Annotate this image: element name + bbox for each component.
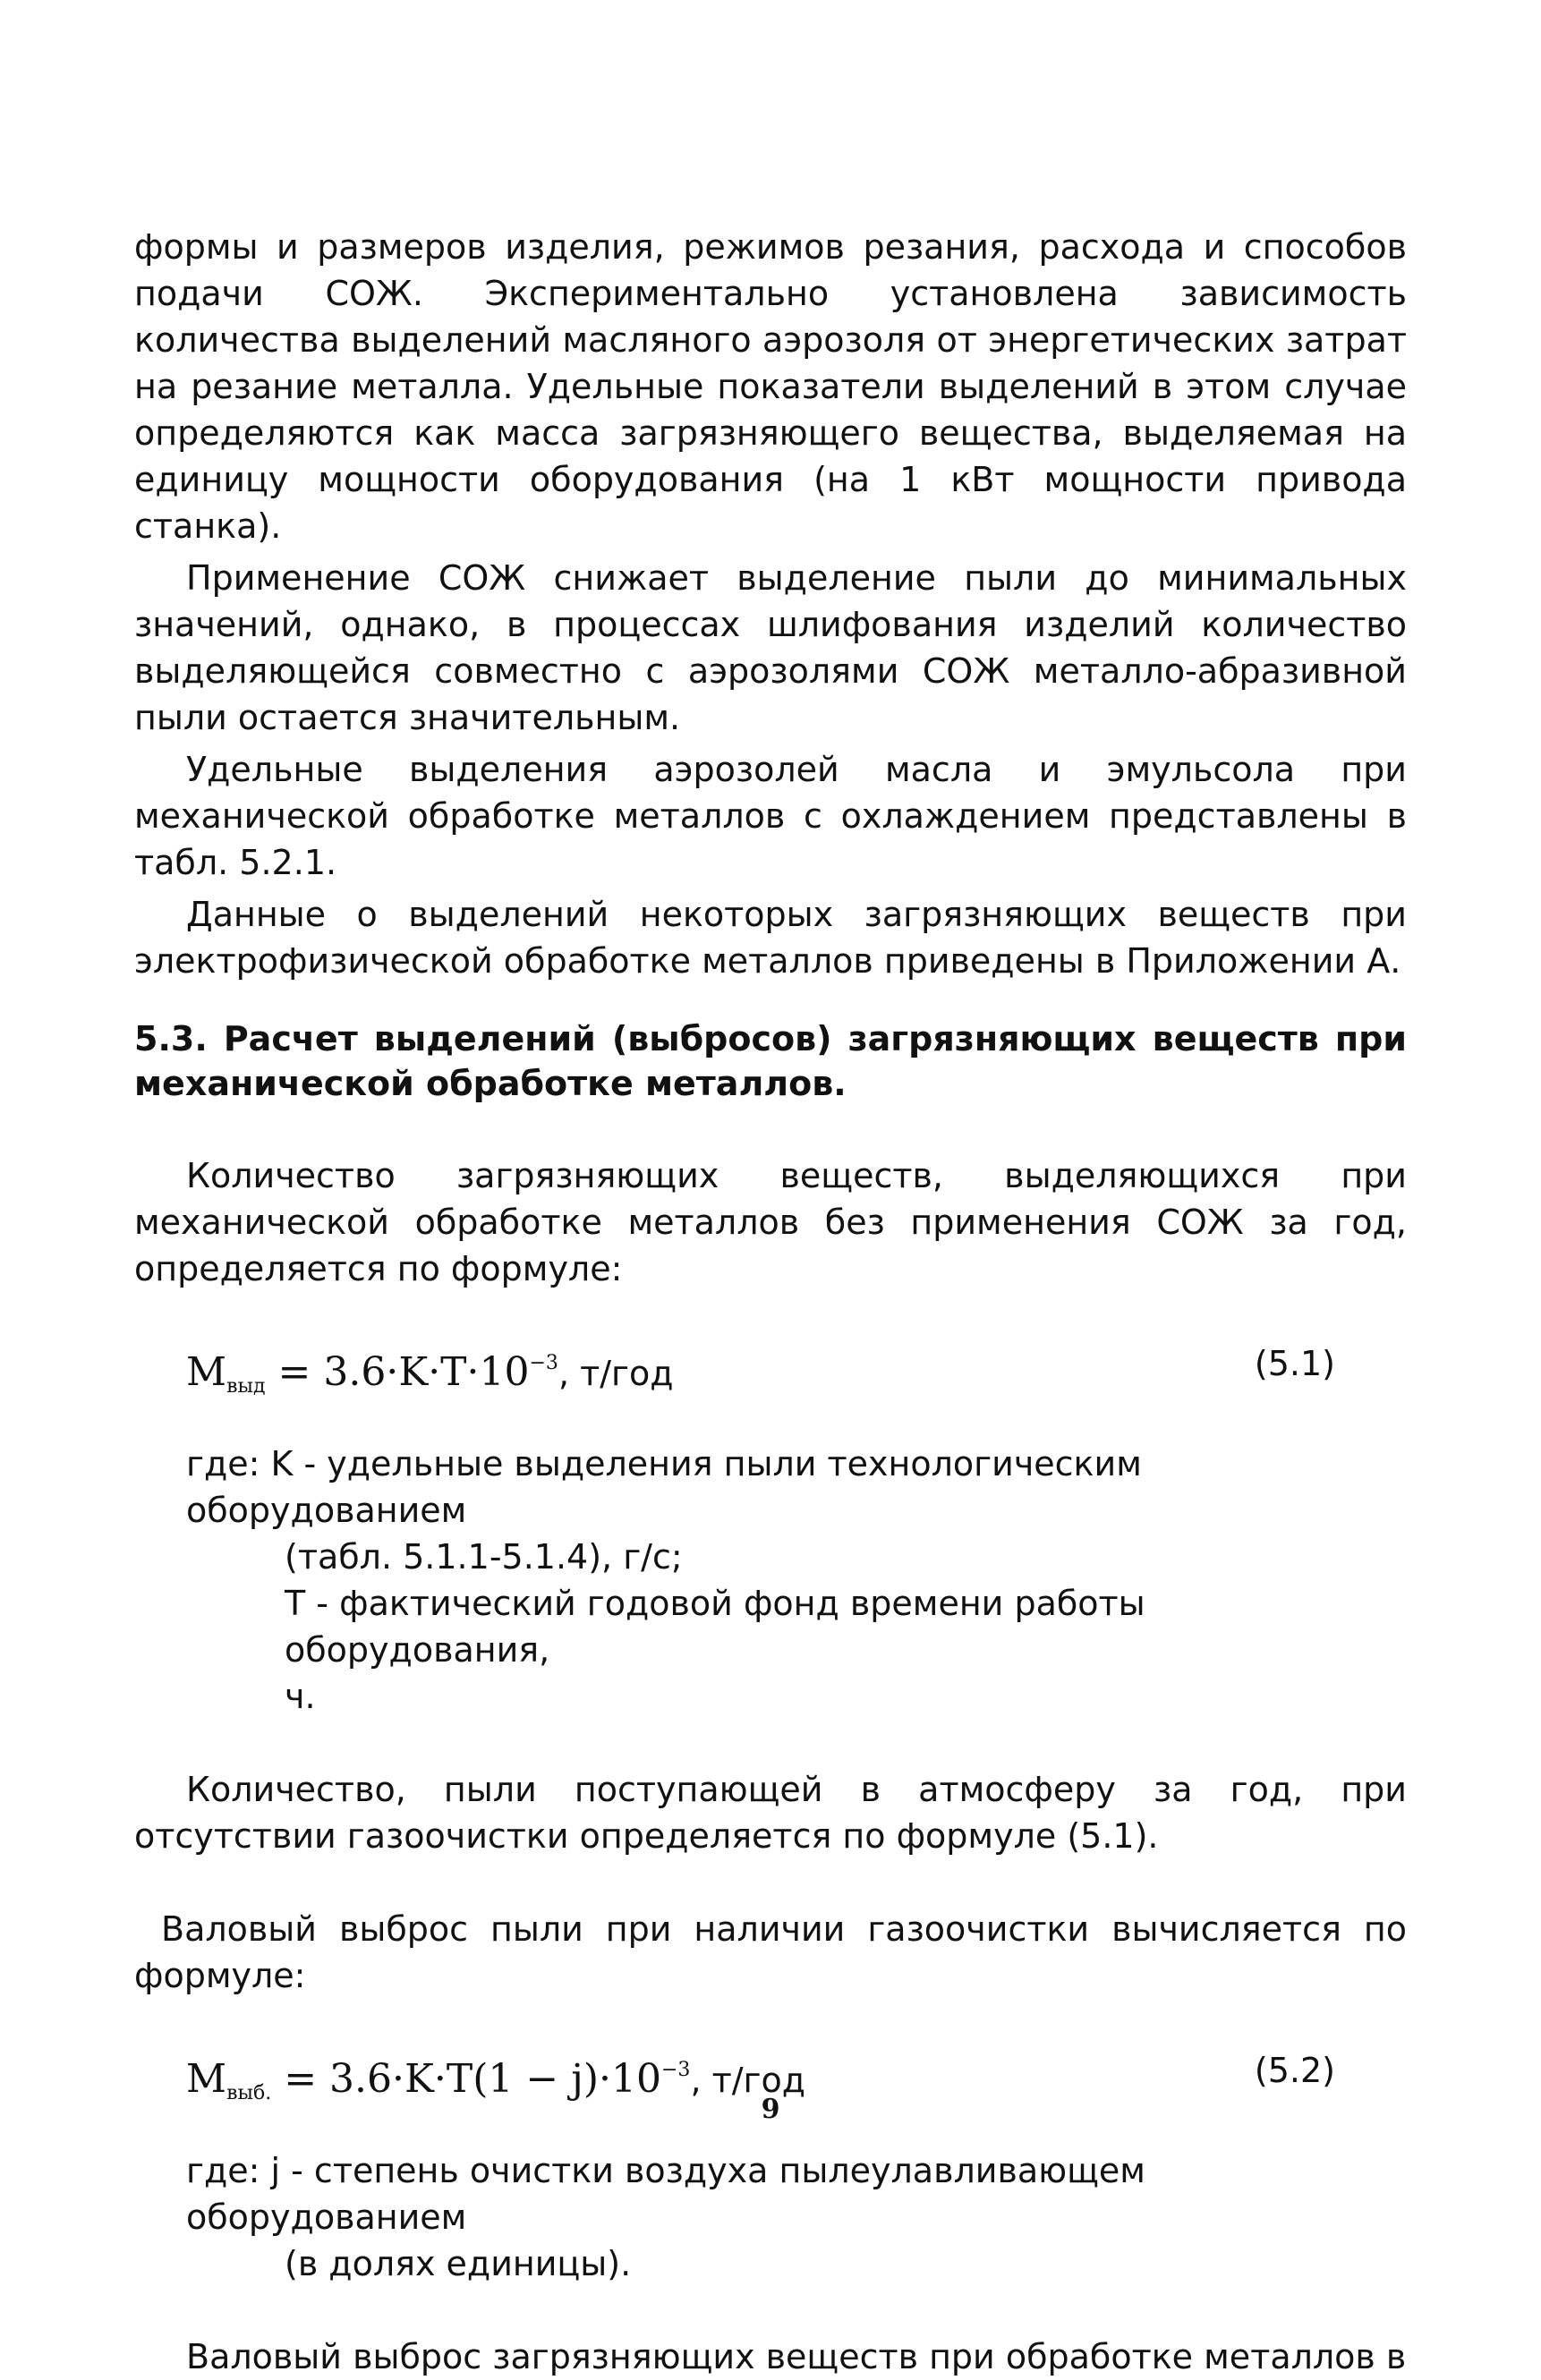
formula-rhs: = 3.6·K·T·10 — [265, 1349, 530, 1395]
formula-lhs: M — [186, 2056, 227, 2102]
formula-unit: , т/год — [558, 1354, 674, 1393]
legend-formula-5-1 — [134, 1441, 1407, 1720]
formula-exponent: −3 — [661, 2059, 691, 2081]
section-heading: 5.3. Расчет выделений (выбросов) загрязняющих веществ при механической обработке металлов. — [134, 1019, 1407, 1103]
section-intro: Количество загрязняющих веществ, выделяющихся при механической обработке металлов без применения СОЖ за год, определяется по формуле: — [134, 1156, 1407, 1288]
legend-line: где: K - удельные выделения пыли технологическим оборудованием — [186, 1444, 1142, 1530]
formula-lhs-subscript: выб. — [226, 2082, 272, 2104]
legend-line: где: j - степень очистки воздуха пылеулавливающем оборудованием — [186, 2151, 1145, 2237]
legend-line: T - фактический годовой фонд времени работы оборудования, — [285, 1584, 1145, 1670]
paragraph-2: Применение СОЖ снижает выделение пыли до минимальных значений, однако, в процессах шлифования изделий количество выделяющейся совместно с аэрозолями СОЖ металло-абразивной пыли остается значительным. — [134, 558, 1407, 737]
legend-formula-5-2 — [134, 2147, 1407, 2287]
paragraph-5: Количество, пыли поступающей в атмосферу за год, при отсутствии газоочистки определяется по формуле (5.1). — [134, 1770, 1407, 1856]
formula-5-1 — [134, 1339, 1407, 1398]
formula-exponent: −3 — [529, 1352, 558, 1374]
formula-5-2 — [134, 2045, 1407, 2104]
paragraph-3: Удельные выделения аэрозолей масла и эмульсола при механической обработке металлов с охлаждением представлены в табл. 5.2.1. — [134, 750, 1407, 882]
paragraph-7: Валовый выброс загрязняющих веществ при обработке металлов в — [186, 2337, 1407, 2376]
paragraph-4: Данные о выделений некоторых загрязняющих веществ при электрофизической обработке металлов приведены в Приложении А. — [134, 895, 1407, 981]
formula-unit: , т/год — [690, 2061, 806, 2100]
formula-rhs: = 3.6·K·T(1 − j)·10 — [271, 2056, 661, 2102]
page-number: 9 — [761, 2094, 780, 2125]
legend-line: ч. — [285, 1677, 316, 1716]
equation-number: (5.1) — [1254, 1344, 1335, 1383]
formula-5-1-expression — [186, 1339, 674, 1412]
legend-line: (в долях единицы). — [285, 2244, 632, 2283]
equation-number: (5.2) — [1254, 2051, 1335, 2090]
legend-line: (табл. 5.1.1-5.1.4), г/с; — [285, 1537, 683, 1577]
document-page — [134, 224, 1407, 2380]
paragraph-6: Валовый выброс пыли при наличии газоочистки вычисляется по формуле: — [134, 1909, 1407, 1995]
formula-lhs-subscript: выд — [226, 1375, 266, 1398]
paragraph-1: формы и размеров изделия, режимов резания, расхода и способов подачи СОЖ. Экспериментально установлена зависимость количества выделений масляного аэрозоля от энергетических затрат на резание металла. Удельные показатели выделений в этом случае определяются как масса загрязняющего вещества, выделяемая на единицу мощности оборудования (на 1 кВт мощности привода станка). — [134, 227, 1407, 546]
formula-lhs: M — [186, 1349, 227, 1395]
